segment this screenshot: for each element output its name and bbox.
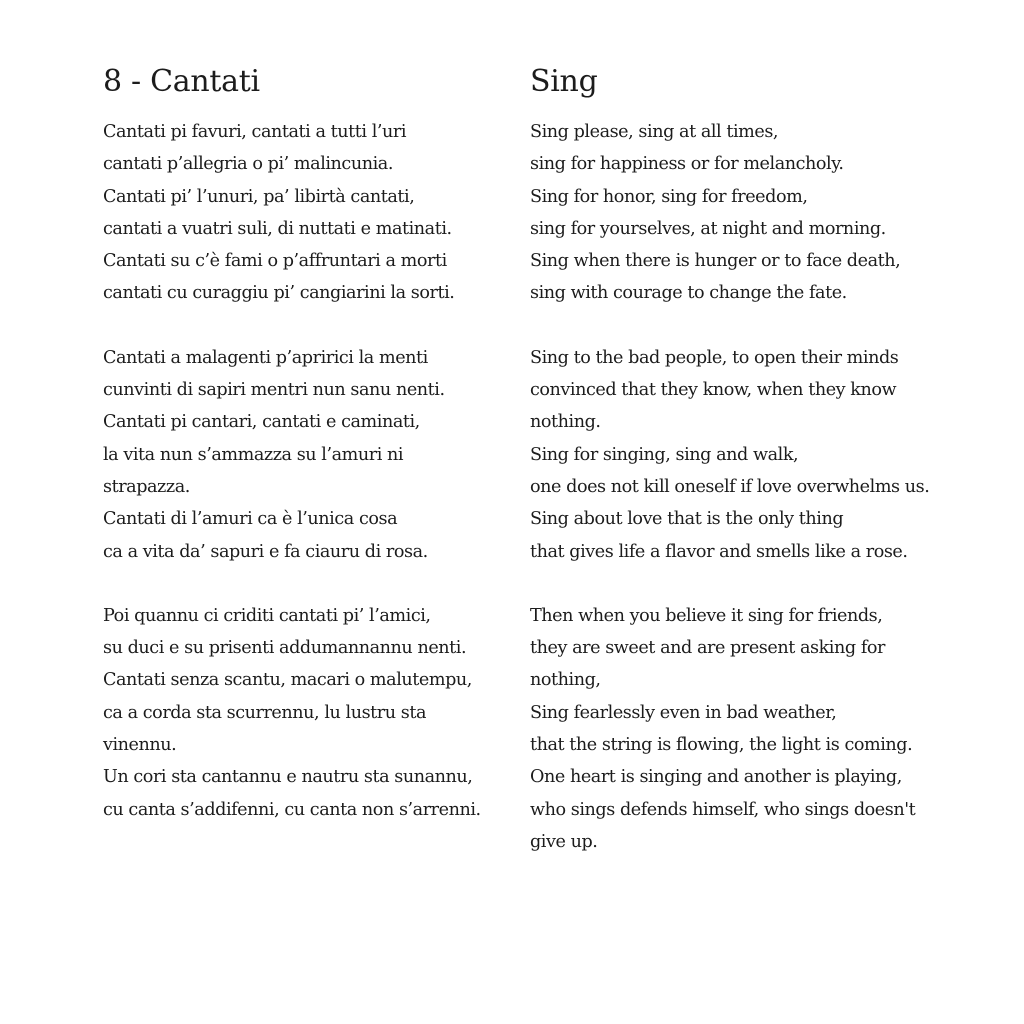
poem-line: Sing to the bad people, to open their minds — [530, 347, 899, 368]
poem-line: ca a corda sta scurrennu, lu lustru sta — [103, 702, 427, 723]
poem-line: Cantati di l’amuri ca è l’unica cosa — [103, 509, 398, 530]
poem-line: nothing. — [530, 412, 601, 433]
english-translation-column — [530, 62, 990, 890]
poem-line: One heart is singing and another is playing, — [530, 767, 902, 788]
english-stanza-3 — [530, 600, 990, 858]
poem-line: Sing fearlessly even in bad weather, — [530, 702, 837, 723]
poem-line: Poi quannu ci criditi cantati pi’ l’amici, — [103, 605, 431, 626]
poem-line: sing for yourselves, at night and morning. — [530, 218, 886, 239]
poem-line: Cantati pi’ l’unuri, pa’ libirtà cantati, — [103, 186, 415, 207]
poem-line: sing with courage to change the fate. — [530, 283, 847, 304]
poem-line: Cantati pi cantari, cantati e caminati, — [103, 412, 420, 433]
poem-line: they are sweet and are present asking for — [530, 638, 885, 659]
poem-line: Sing about love that is the only thing — [530, 509, 844, 530]
poem-line: cantati cu curaggiu pi’ cangiarini la sorti. — [103, 283, 455, 304]
poem-line: Then when you believe it sing for friends, — [530, 605, 883, 626]
poem-line: convinced that they know, when they know — [530, 380, 897, 401]
poem-line: cu canta s’addifenni, cu canta non s’arrenni. — [103, 799, 481, 820]
english-stanza-2 — [530, 342, 990, 568]
poem-line: that gives life a flavor and smells like a rose. — [530, 541, 908, 562]
poem-line: strapazza. — [103, 476, 190, 497]
poem-line: cantati a vuatri suli, di nuttati e matinati. — [103, 218, 452, 239]
poem-line: nothing, — [530, 670, 601, 691]
english-poem-title: Sing — [530, 64, 598, 99]
poem-line: cantati p’allegria o pi’ malincunia. — [103, 154, 393, 175]
italian-poem-column — [103, 62, 528, 858]
poem-line: su duci e su prisenti addumannannu nenti. — [103, 638, 467, 659]
poem-line: Sing for honor, sing for freedom, — [530, 186, 808, 207]
italian-stanza-3 — [103, 600, 528, 826]
poem-line: who sings defends himself, who sings doesn't — [530, 799, 916, 820]
italian-stanza-2 — [103, 342, 528, 568]
italian-poem-title: 8 - Cantati — [103, 64, 260, 99]
poem-line: Sing please, sing at all times, — [530, 122, 779, 142]
poem-line: Sing for singing, sing and walk, — [530, 444, 799, 465]
poem-line: Un cori sta cantannu e nautru sta sunannu, — [103, 767, 473, 788]
poem-line: vinennu. — [103, 735, 177, 756]
poem-line: one does not kill oneself if love overwhelms us. — [530, 476, 930, 497]
poem-line: Cantati su c’è fami o p’affruntari a morti — [103, 251, 447, 272]
poem-line: Cantati a malagenti p’apririci la menti — [103, 347, 428, 368]
poem-line: la vita nun s’ammazza su l’amuri ni — [103, 444, 404, 465]
poem-line: ca a vita da’ sapuri e fa ciauru di rosa. — [103, 541, 428, 562]
poem-line: cunvinti di sapiri mentri nun sanu nenti. — [103, 380, 445, 401]
italian-stanza-1 — [103, 116, 528, 310]
poem-line: Cantati senza scantu, macari o malutempu, — [103, 670, 472, 691]
poem-line: Cantati pi favuri, cantati a tutti l’uri — [103, 122, 407, 142]
poem-line: give up. — [530, 831, 598, 852]
poem-line: sing for happiness or for melancholy. — [530, 154, 844, 175]
poem-line: Sing when there is hunger or to face death, — [530, 251, 901, 272]
poem-line: that the string is flowing, the light is coming. — [530, 735, 913, 756]
english-stanza-1 — [530, 116, 990, 310]
